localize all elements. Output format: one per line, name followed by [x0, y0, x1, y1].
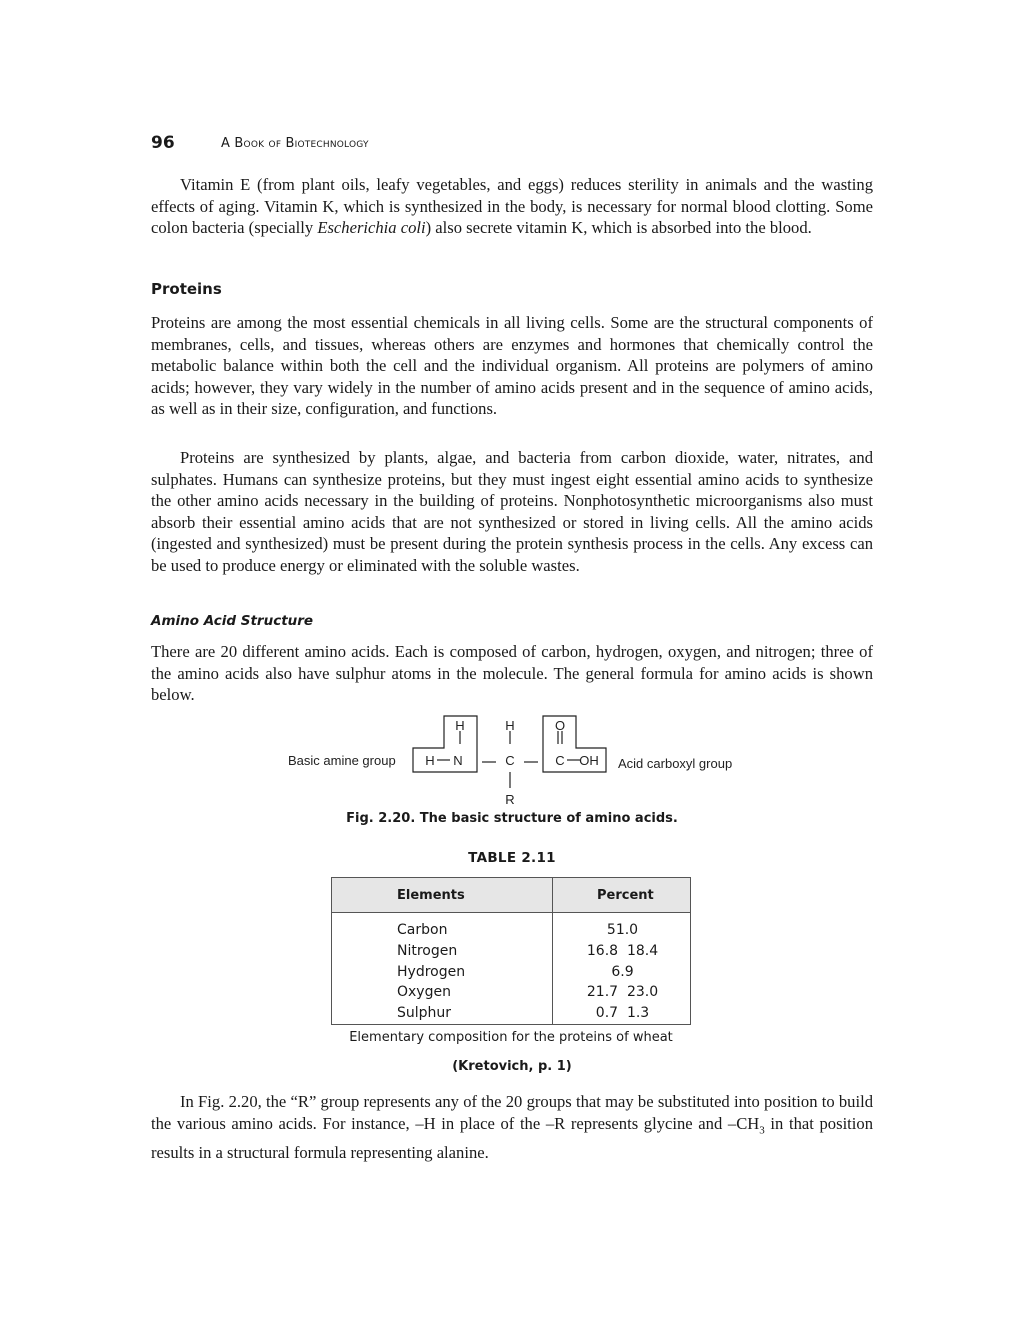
page-header	[151, 133, 873, 155]
page-number: 96	[151, 133, 175, 153]
atom-oh: OH	[579, 753, 599, 768]
intro-italic-organism: Escherichia coli	[317, 218, 426, 238]
table-cell-percent: 6.9	[611, 963, 634, 980]
label-acid-carboxyl-group: Acid carboxyl group	[618, 756, 733, 771]
running-head: A Book of Biotechnology	[221, 136, 369, 151]
composition-table	[331, 877, 691, 1025]
structure-diagram	[280, 710, 750, 810]
atom-c-center: C	[505, 753, 515, 768]
intro-paragraph	[151, 174, 873, 239]
closing-text-1: In Fig. 2.20, the “R” group represents any of the 20 groups that may be substituted into position to build the various amino acids. For instance, –H in place of the –R represents glycine and –CH	[151, 1092, 873, 1133]
closing-paragraph	[151, 1091, 873, 1163]
table-cell-element: Oxygen	[397, 984, 451, 1001]
closing-text-2: in that position results in a structural formula representing alanine.	[151, 1113, 873, 1162]
proteins-paragraph-1: Proteins are among the most essential chemicals in all living cells. Some are the structural components of membranes, cells, and tissues, whereas others are enzymes and hormones that chemically control the metabolic balance within both the cell and the individual organism. All proteins are polymers of amino acids; however, they vary widely in the number of amino acids present and in the sequence of amino acids, as well as in their size, configuration, and functions.	[151, 313, 873, 419]
proteins-paragraph-2: Proteins are synthesized by plants, algae, and bacteria from carbon dioxide, water, nitrates, and sulphates. Humans can synthesize proteins, but they must ingest eight essential amino acids to synthesize the other amino acids necessary in the building of proteins. Nonphotosynthetic microorganisms also must absorb their essential amino acids that are not synthesized or stored in living cells. All the amino acids (ingested and synthesized) must be present during the protein synthesis process in the cells. Any excess can be used to produce energy or eliminated with the soluble wastes.	[151, 448, 873, 575]
atom-h-top-left: H	[455, 718, 465, 733]
proteins-heading: Proteins	[151, 280, 222, 298]
intro-text-1: Vitamin E (from plant oils, leafy vegetables, and eggs) reduces sterility in animals and the wasting effects of aging. Vitamin K, which is synthesized in the body, is necessary for normal blood clotting. Some colon bacteria (specially	[151, 175, 873, 238]
table-header-percent: Percent	[597, 888, 654, 903]
amino-acid-structure-figure	[280, 710, 750, 810]
table-percent-column	[553, 920, 692, 1024]
table-cell-element: Nitrogen	[397, 942, 458, 959]
amine-group-outline	[413, 716, 477, 772]
table-cell-percent: 51.0	[606, 922, 639, 938]
label-basic-amine-group: Basic amine group	[288, 753, 396, 768]
table-cell-element: Carbon	[397, 922, 448, 938]
table-title: TABLE 2.11	[468, 850, 556, 866]
table-header-elements: Elements	[397, 888, 465, 903]
atom-h-left: H	[425, 753, 435, 768]
atom-o: O	[554, 718, 566, 733]
atom-r: R	[505, 792, 515, 807]
atom-h-top-center: H	[505, 718, 515, 733]
table-source: (Kretovich, p. 1)	[452, 1059, 572, 1074]
table-elements-column	[397, 920, 465, 1024]
table-cell-element: Sulphur	[397, 1005, 452, 1022]
figure-caption: Fig. 2.20. The basic structure of amino acids.	[346, 811, 678, 826]
intro-text-2: ) also secrete vitamin K, which is absorbed into the blood.	[425, 218, 812, 238]
atom-n: N	[453, 753, 463, 768]
table-cell-element: Hydrogen	[397, 963, 466, 980]
atom-c-right: C	[555, 753, 565, 768]
amino-acid-paragraph: There are 20 different amino acids. Each is composed of carbon, hydrogen, oxygen, and nitrogen; three of the amino acids also have sulphur atoms in the molecule. The general formula for amino acids is shown below.	[151, 642, 873, 705]
table-note: Elementary composition for the proteins of wheat	[349, 1030, 673, 1045]
closing-subscript: 3	[759, 1123, 765, 1136]
table-cell-percent: 21.7 23.0	[586, 984, 659, 1001]
amino-acid-subheading: Amino Acid Structure	[151, 613, 314, 629]
table-cell-percent: 0.7 1.3	[595, 1005, 650, 1022]
table-cell-percent: 16.8 18.4	[586, 942, 659, 959]
